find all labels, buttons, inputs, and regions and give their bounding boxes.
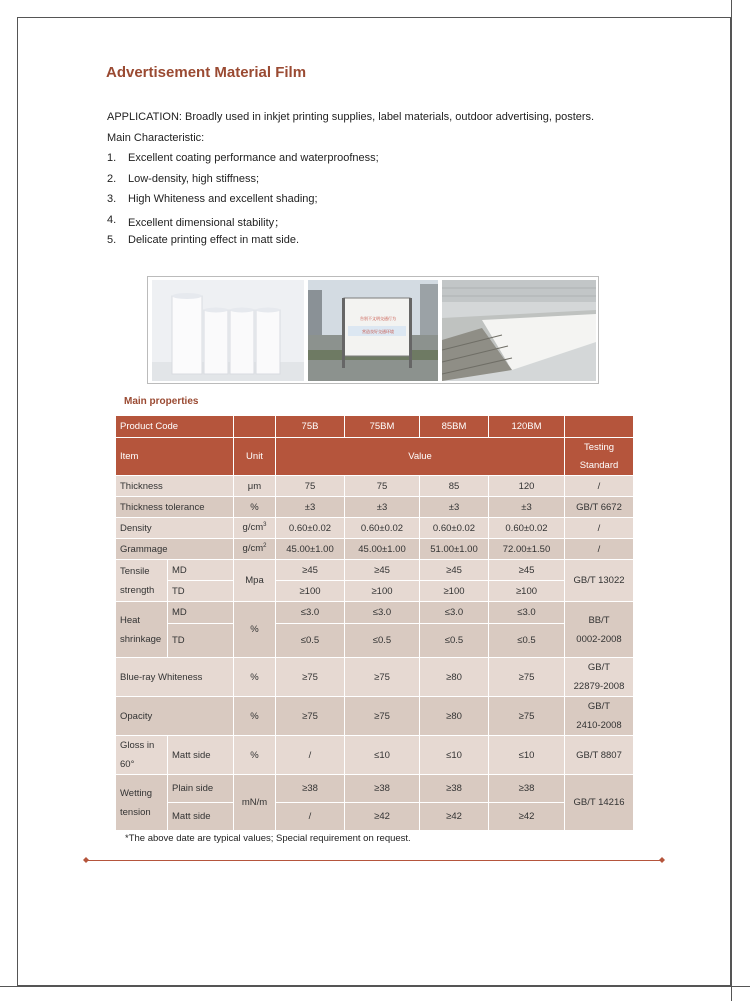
standard-cell: / bbox=[565, 476, 634, 497]
value-cell: ≥45 bbox=[420, 560, 489, 581]
row-label: Heat shrinkage bbox=[116, 602, 168, 658]
film-rolls-photo bbox=[152, 280, 304, 381]
value-cell: ≤3.0 bbox=[489, 602, 565, 624]
value-header: Value bbox=[276, 438, 565, 476]
product-code-label: Product Code bbox=[116, 416, 234, 438]
value-cell: 75 bbox=[276, 476, 345, 497]
value-cell: ≥100 bbox=[489, 581, 565, 602]
table-row bbox=[116, 476, 634, 497]
unit-cell: $g/cm^3$ bbox=[234, 518, 276, 539]
value-cell: 0.60±0.02 bbox=[276, 518, 345, 539]
value-cell: 85 bbox=[420, 476, 489, 497]
value-cell: ≤0.5 bbox=[489, 624, 565, 658]
value-cell: ≤10 bbox=[345, 736, 420, 775]
value-cell: ±3 bbox=[276, 497, 345, 518]
value-cell: ≤3.0 bbox=[276, 602, 345, 624]
table-row bbox=[116, 736, 634, 775]
value-cell: ≥42 bbox=[420, 803, 489, 831]
list-item: Excellent coating performance and waterproofness; bbox=[128, 152, 379, 164]
row-label: Gloss in 60° bbox=[116, 736, 168, 775]
row-label: Wetting tension bbox=[116, 775, 168, 831]
main-characteristic-heading: Main Characteristic: bbox=[107, 132, 205, 144]
value-cell: ±3 bbox=[420, 497, 489, 518]
value-cell: ≤10 bbox=[420, 736, 489, 775]
divider bbox=[86, 860, 662, 861]
value-cell: 0.60±0.02 bbox=[420, 518, 489, 539]
row-label: Grammage bbox=[116, 539, 234, 560]
unit-cell: % bbox=[234, 497, 276, 518]
row-label: Opacity bbox=[116, 697, 234, 736]
value-cell: ≥75 bbox=[345, 658, 420, 697]
list-number: 3. bbox=[107, 193, 117, 205]
product-photos bbox=[147, 276, 599, 384]
row-label: Thickness bbox=[116, 476, 234, 497]
value-cell: ≥100 bbox=[276, 581, 345, 602]
item-header: Item bbox=[116, 438, 234, 476]
code-85bm: 85BM bbox=[420, 416, 489, 438]
value-cell: ≥45 bbox=[489, 560, 565, 581]
value-cell: 45.00±1.00 bbox=[345, 539, 420, 560]
code-75b: 75B bbox=[276, 416, 345, 438]
list-item: Low-density, high stiffness; bbox=[128, 173, 260, 185]
value-cell: 75 bbox=[345, 476, 420, 497]
value-cell: 0.60±0.02 bbox=[345, 518, 420, 539]
value-cell: ±3 bbox=[345, 497, 420, 518]
value-cell: ≥75 bbox=[345, 697, 420, 736]
unit-cell: $g/cm^2$ bbox=[234, 539, 276, 560]
table-row bbox=[116, 539, 634, 560]
table-row bbox=[116, 518, 634, 539]
unit-cell: % bbox=[234, 658, 276, 697]
sub-label: TD bbox=[168, 624, 234, 658]
table-row bbox=[116, 560, 634, 581]
sub-label: MD bbox=[168, 560, 234, 581]
code-120bm: 120BM bbox=[489, 416, 565, 438]
row-label: Tensile strength bbox=[116, 560, 168, 602]
value-cell: ≥75 bbox=[276, 697, 345, 736]
value-cell: ≤10 bbox=[489, 736, 565, 775]
standard-cell: / bbox=[565, 539, 634, 560]
value-cell: ≥42 bbox=[345, 803, 420, 831]
sign-line-2: 营造良好交通环境 bbox=[362, 329, 394, 334]
value-cell: ±3 bbox=[489, 497, 565, 518]
unit-cell: % bbox=[234, 697, 276, 736]
sub-label: Matt side bbox=[168, 803, 234, 831]
application-text: APPLICATION: Broadly used in inkjet printing supplies, label materials, outdoor advertising, posters. bbox=[107, 111, 595, 123]
table-row bbox=[116, 416, 634, 438]
page-edge bbox=[731, 0, 732, 1001]
factory-photo bbox=[442, 280, 596, 381]
table-row bbox=[116, 803, 634, 831]
value-cell: ≥38 bbox=[420, 775, 489, 803]
list-number: 5. bbox=[107, 234, 117, 246]
value-cell: 120 bbox=[489, 476, 565, 497]
testing-standard-header: Testing Standard bbox=[565, 438, 634, 476]
value-cell: ≥42 bbox=[489, 803, 565, 831]
standard-cell: GB/T 13022 bbox=[565, 560, 634, 602]
value-cell: ≥45 bbox=[276, 560, 345, 581]
footnote: *The above date are typical values; Special requirement on request. bbox=[125, 833, 411, 844]
value-cell: ≤0.5 bbox=[345, 624, 420, 658]
value-cell: ≤3.0 bbox=[420, 602, 489, 624]
unit-cell: μm bbox=[234, 476, 276, 497]
sub-label: TD bbox=[168, 581, 234, 602]
properties-table bbox=[115, 415, 634, 831]
standard-cell: GB/T 2410-2008 bbox=[565, 697, 634, 736]
standard-cell: BB/T 0002-2008 bbox=[565, 602, 634, 658]
unit-cell: % bbox=[234, 736, 276, 775]
table-row bbox=[116, 697, 634, 736]
standard-cell: GB/T 8807 bbox=[565, 736, 634, 775]
sub-label: MD bbox=[168, 602, 234, 624]
value-cell: ≥80 bbox=[420, 697, 489, 736]
table-row bbox=[116, 438, 634, 476]
standard-cell: / bbox=[565, 518, 634, 539]
table-row bbox=[116, 658, 634, 697]
value-cell: 72.00±1.50 bbox=[489, 539, 565, 560]
value-cell: ≥38 bbox=[276, 775, 345, 803]
divider-end-icon bbox=[659, 857, 665, 863]
value-cell: ≥38 bbox=[489, 775, 565, 803]
value-cell: ≥38 bbox=[345, 775, 420, 803]
standard-cell: GB/T 6672 bbox=[565, 497, 634, 518]
sign-line-1: 告别不文明交通行为 bbox=[360, 316, 396, 321]
value-cell: ≥45 bbox=[345, 560, 420, 581]
row-label: Density bbox=[116, 518, 234, 539]
row-label: Thickness tolerance bbox=[116, 497, 234, 518]
table-row bbox=[116, 624, 634, 658]
billboard-photo bbox=[308, 280, 438, 381]
main-properties-heading: Main properties bbox=[124, 396, 199, 407]
code-75bm: 75BM bbox=[345, 416, 420, 438]
standard-cell: GB/T 22879-2008 bbox=[565, 658, 634, 697]
value-cell: ≤3.0 bbox=[345, 602, 420, 624]
table-row bbox=[116, 497, 634, 518]
value-cell: ≥100 bbox=[420, 581, 489, 602]
value-cell: ≥75 bbox=[489, 658, 565, 697]
unit-cell: % bbox=[234, 602, 276, 658]
value-cell: ≥75 bbox=[276, 658, 345, 697]
list-number: 2. bbox=[107, 173, 117, 185]
unit-header: Unit bbox=[234, 438, 276, 476]
value-cell: / bbox=[276, 736, 345, 775]
unit-cell: mN/m bbox=[234, 775, 276, 831]
unit-cell: Mpa bbox=[234, 560, 276, 602]
page-edge bbox=[0, 986, 750, 987]
row-label: Blue-ray Whiteness bbox=[116, 658, 234, 697]
list-number: 4. bbox=[107, 214, 117, 226]
table-row bbox=[116, 775, 634, 803]
value-cell: / bbox=[276, 803, 345, 831]
value-cell: ≤0.5 bbox=[420, 624, 489, 658]
value-cell: 0.60±0.02 bbox=[489, 518, 565, 539]
sub-label: Plain side bbox=[168, 775, 234, 803]
table-row bbox=[116, 602, 634, 624]
value-cell: ≤0.5 bbox=[276, 624, 345, 658]
list-item: Delicate printing effect in matt side. bbox=[128, 234, 299, 246]
list-item: Excellent dimensional stability； bbox=[128, 217, 286, 229]
page-title: Advertisement Material Film bbox=[106, 64, 307, 81]
divider-end-icon bbox=[83, 857, 89, 863]
value-cell: 45.00±1.00 bbox=[276, 539, 345, 560]
value-cell: ≥75 bbox=[489, 697, 565, 736]
value-cell: ≥80 bbox=[420, 658, 489, 697]
list-number: 1. bbox=[107, 152, 117, 164]
standard-cell: GB/T 14216 bbox=[565, 775, 634, 831]
value-cell: 51.00±1.00 bbox=[420, 539, 489, 560]
list-item: High Whiteness and excellent shading; bbox=[128, 193, 318, 205]
sub-label: Matt side bbox=[168, 736, 234, 775]
value-cell: ≥100 bbox=[345, 581, 420, 602]
table-row bbox=[116, 581, 634, 602]
